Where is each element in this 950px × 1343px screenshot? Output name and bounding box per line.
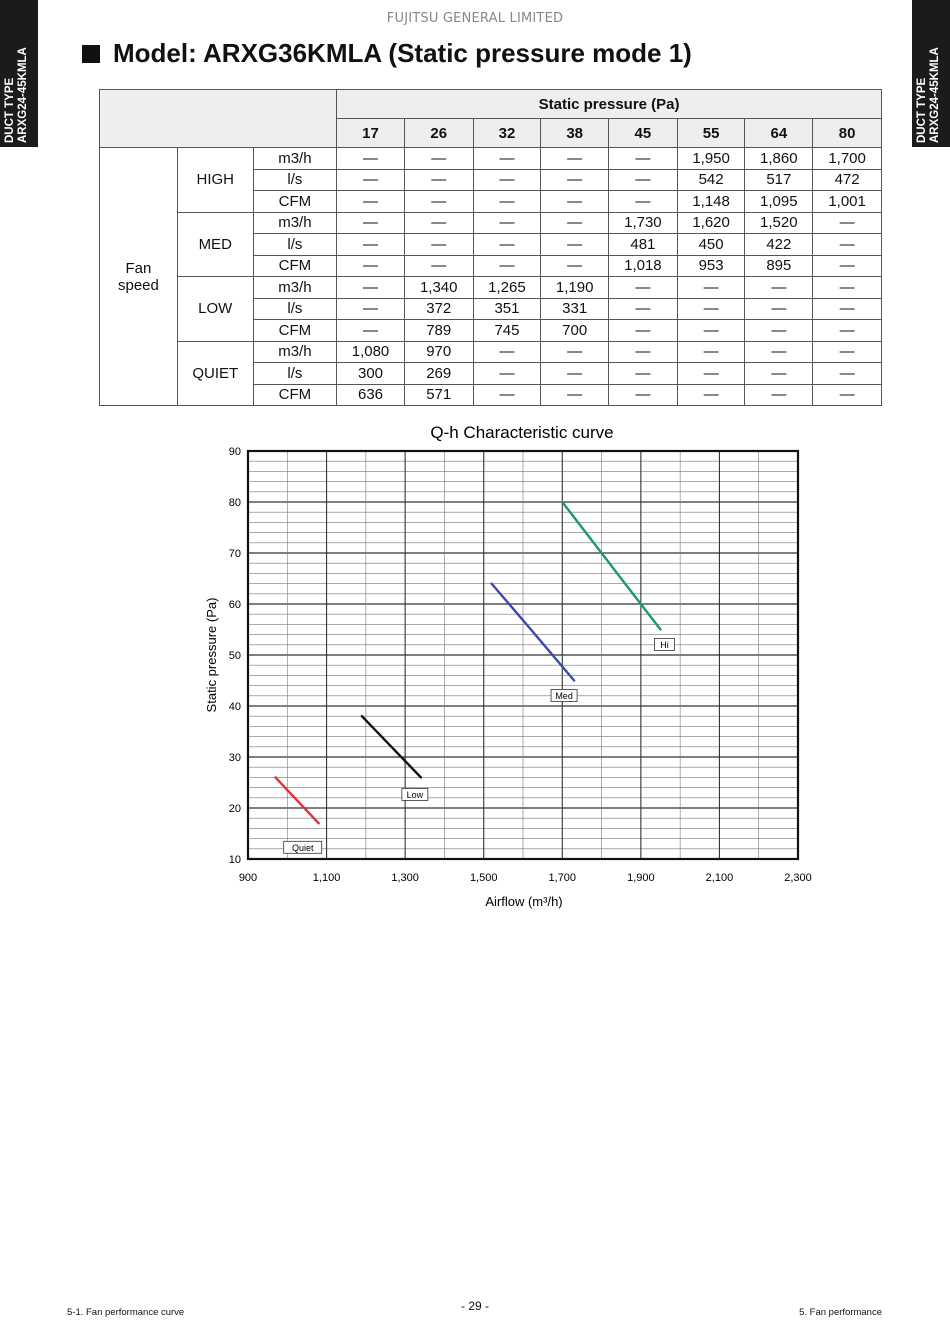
value-cell: —: [473, 191, 541, 213]
side-tab-line1: DUCT TYPE: [4, 77, 16, 143]
x-tick-label: 900: [238, 872, 258, 884]
pressure-column-header: 80: [813, 119, 882, 148]
y-axis-label: Static pressure (Pa): [204, 597, 219, 713]
value-cell: —: [677, 363, 745, 385]
value-cell: —: [813, 212, 882, 234]
pressure-column-header: 64: [745, 119, 813, 148]
value-cell: —: [813, 234, 882, 256]
value-cell: —: [404, 234, 473, 256]
value-cell: —: [541, 169, 609, 191]
speed-group-label: QUIET: [177, 341, 253, 406]
value-cell: 472: [813, 169, 882, 191]
y-tick-label: 10: [228, 854, 241, 866]
value-cell: —: [813, 341, 882, 363]
value-cell: 895: [745, 255, 813, 277]
value-cell: —: [745, 320, 813, 342]
value-cell: —: [473, 384, 541, 406]
value-cell: —: [609, 169, 678, 191]
unit-cell: CFM: [253, 255, 337, 277]
value-cell: —: [541, 148, 609, 170]
value-cell: —: [337, 320, 405, 342]
value-cell: —: [745, 384, 813, 406]
value-cell: —: [473, 234, 541, 256]
value-cell: 700: [541, 320, 609, 342]
value-cell: 351: [473, 298, 541, 320]
value-cell: —: [677, 298, 745, 320]
value-cell: 636: [337, 384, 405, 406]
unit-cell: l/s: [253, 169, 337, 191]
value-cell: 422: [745, 234, 813, 256]
fan-speed-label: Fan speed: [100, 148, 178, 406]
y-tick-label: 80: [228, 497, 241, 509]
unit-cell: m3/h: [253, 341, 337, 363]
value-cell: —: [813, 384, 882, 406]
unit-cell: m3/h: [253, 277, 337, 299]
unit-cell: CFM: [253, 384, 337, 406]
unit-cell: m3/h: [253, 212, 337, 234]
y-tick-label: 30: [228, 752, 241, 764]
x-tick-label: 2,300: [784, 872, 812, 884]
value-cell: —: [609, 298, 678, 320]
y-tick-label: 20: [228, 803, 241, 815]
value-cell: —: [677, 277, 745, 299]
value-cell: —: [337, 148, 405, 170]
value-cell: —: [404, 169, 473, 191]
series-label-hi: Hi: [660, 640, 669, 650]
value-cell: —: [541, 191, 609, 213]
value-cell: —: [609, 277, 678, 299]
series-label-low: Low: [406, 789, 424, 800]
value-cell: 571: [404, 384, 473, 406]
series-line-quiet: [276, 777, 319, 823]
value-cell: —: [473, 212, 541, 234]
series-label-quiet: Quiet: [291, 842, 314, 853]
value-cell: —: [404, 255, 473, 277]
unit-cell: l/s: [253, 234, 337, 256]
value-cell: —: [404, 212, 473, 234]
value-cell: 542: [677, 169, 745, 191]
side-tab-line2: ARXG24-45KMLA: [17, 47, 29, 143]
heading-text: Model: ARXG36KMLA (Static pressure mode 1): [113, 38, 692, 68]
speed-group-label: MED: [177, 212, 253, 277]
value-cell: —: [473, 148, 541, 170]
value-cell: —: [404, 191, 473, 213]
value-cell: —: [677, 320, 745, 342]
side-tab-line1: DUCT TYPE: [916, 77, 928, 143]
value-cell: 789: [404, 320, 473, 342]
value-cell: —: [337, 212, 405, 234]
x-tick-label: 1,900: [627, 872, 655, 884]
chart-title: Q-h Characteristic curve: [430, 423, 614, 442]
value-cell: 1,080: [337, 341, 405, 363]
series-label-med: Med: [555, 691, 573, 701]
footer-chapter: 5. Fan performance: [799, 1307, 882, 1318]
value-cell: 1,190: [541, 277, 609, 299]
value-cell: 1,018: [609, 255, 678, 277]
value-cell: 1,700: [813, 148, 882, 170]
unit-cell: l/s: [253, 363, 337, 385]
value-cell: —: [337, 234, 405, 256]
value-cell: 1,730: [609, 212, 678, 234]
value-cell: —: [337, 255, 405, 277]
unit-cell: CFM: [253, 191, 337, 213]
static-pressure-header: Static pressure (Pa): [337, 90, 882, 119]
value-cell: 450: [677, 234, 745, 256]
value-cell: —: [745, 363, 813, 385]
value-cell: —: [541, 363, 609, 385]
series-line-hi: [562, 502, 660, 630]
x-axis-label: Airflow (m³/h): [485, 894, 563, 909]
value-cell: —: [337, 298, 405, 320]
value-cell: 1,520: [745, 212, 813, 234]
x-tick-label: 1,100: [312, 872, 341, 884]
unit-cell: CFM: [253, 320, 337, 342]
value-cell: —: [473, 341, 541, 363]
value-cell: —: [541, 255, 609, 277]
pressure-column-header: 17: [337, 119, 405, 148]
value-cell: —: [745, 341, 813, 363]
y-tick-label: 50: [228, 650, 241, 662]
value-cell: 331: [541, 298, 609, 320]
speed-group-label: HIGH: [177, 148, 253, 213]
x-tick-label: 1,700: [548, 872, 577, 884]
value-cell: —: [813, 277, 882, 299]
y-tick-label: 90: [228, 446, 241, 458]
unit-cell: m3/h: [253, 148, 337, 170]
value-cell: 372: [404, 298, 473, 320]
value-cell: —: [609, 384, 678, 406]
pressure-column-header: 38: [541, 119, 609, 148]
y-tick-label: 40: [228, 701, 241, 713]
value-cell: 481: [609, 234, 678, 256]
value-cell: 1,095: [745, 191, 813, 213]
value-cell: —: [541, 234, 609, 256]
y-tick-label: 70: [228, 548, 241, 560]
speed-group-label: LOW: [177, 277, 253, 342]
value-cell: —: [541, 212, 609, 234]
value-cell: —: [677, 341, 745, 363]
pressure-column-header: 32: [473, 119, 541, 148]
value-cell: 1,620: [677, 212, 745, 234]
value-cell: —: [473, 169, 541, 191]
value-cell: —: [745, 298, 813, 320]
value-cell: —: [473, 255, 541, 277]
value-cell: 970: [404, 341, 473, 363]
value-cell: —: [609, 363, 678, 385]
value-cell: —: [677, 384, 745, 406]
side-tab-line2: ARXG24-45KMLA: [929, 47, 941, 143]
value-cell: 1,265: [473, 277, 541, 299]
pressure-column-header: 45: [609, 119, 678, 148]
value-cell: 1,001: [813, 191, 882, 213]
value-cell: —: [745, 277, 813, 299]
value-cell: 953: [677, 255, 745, 277]
value-cell: —: [473, 363, 541, 385]
pressure-column-header: 26: [404, 119, 473, 148]
value-cell: —: [813, 298, 882, 320]
value-cell: —: [813, 320, 882, 342]
value-cell: —: [541, 384, 609, 406]
value-cell: —: [404, 148, 473, 170]
x-tick-label: 2,100: [705, 872, 734, 884]
unit-cell: l/s: [253, 298, 337, 320]
x-tick-label: 1,300: [391, 872, 419, 884]
value-cell: 1,860: [745, 148, 813, 170]
pressure-column-header: 55: [677, 119, 745, 148]
series-line-med: [492, 584, 574, 681]
value-cell: 745: [473, 320, 541, 342]
page-number: - 29 -: [460, 1299, 489, 1313]
y-tick-label: 60: [228, 599, 241, 611]
value-cell: —: [337, 277, 405, 299]
footer-section: 5-1. Fan performance curve: [67, 1307, 185, 1318]
value-cell: —: [813, 255, 882, 277]
value-cell: —: [609, 320, 678, 342]
value-cell: —: [337, 169, 405, 191]
value-cell: —: [609, 191, 678, 213]
value-cell: —: [541, 341, 609, 363]
value-cell: —: [609, 148, 678, 170]
value-cell: —: [337, 191, 405, 213]
value-cell: 300: [337, 363, 405, 385]
value-cell: —: [609, 341, 678, 363]
company-name: FUJITSU GENERAL LIMITED: [386, 11, 564, 26]
value-cell: 517: [745, 169, 813, 191]
value-cell: 1,148: [677, 191, 745, 213]
value-cell: 1,950: [677, 148, 745, 170]
value-cell: 1,340: [404, 277, 473, 299]
x-tick-label: 1,500: [469, 872, 498, 884]
value-cell: 269: [404, 363, 473, 385]
value-cell: —: [813, 363, 882, 385]
